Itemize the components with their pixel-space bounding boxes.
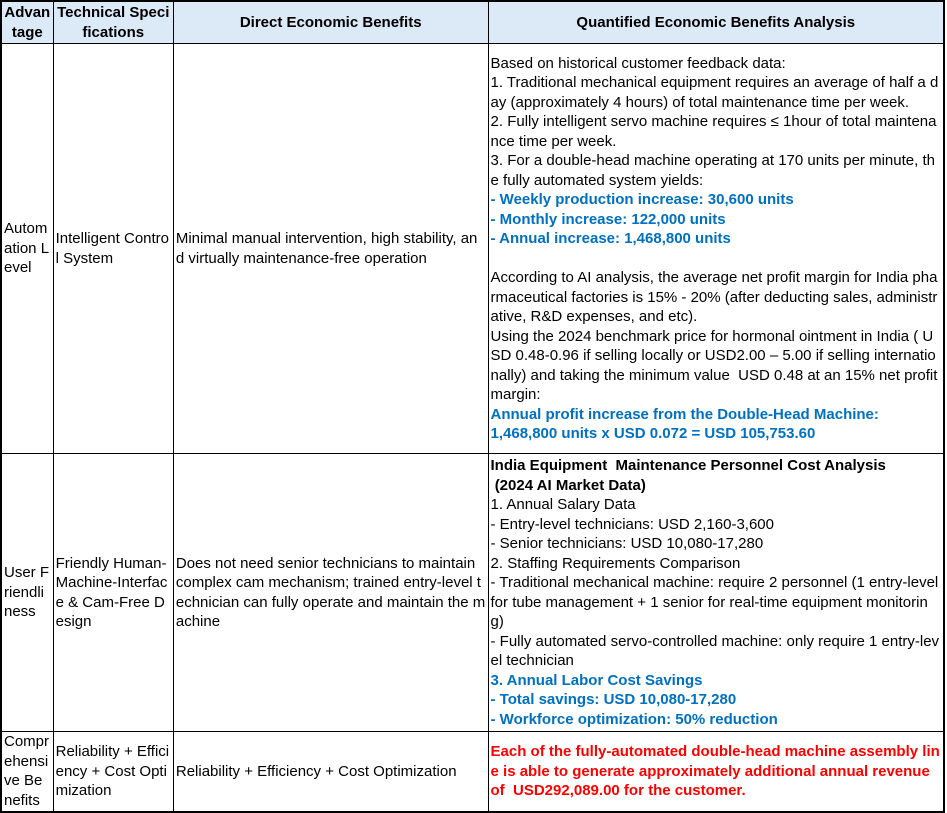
analysis-line: According to AI analysis, the average net profit margin for India pharmaceutical factories is 15% - 20% (after deducting sales, administrative, R&D expenses, and etc). <box>490 269 938 325</box>
analysis-line: (2024 AI Market Data) <box>490 476 646 494</box>
column-header-technical-specifications: Technical Specifications <box>53 1 173 44</box>
cell-direct-benefits: Reliability + Efficiency + Cost Optimization <box>173 732 488 812</box>
cell-advantage: Automation Level <box>1 44 53 454</box>
analysis-line <box>491 249 941 269</box>
analysis-line: - Workforce optimization: 50% reduction <box>490 710 778 728</box>
table-header <box>1 1 944 44</box>
cell-direct-benefits: Does not need senior technicians to maintain complex cam mechanism; trained entry-level technician can fully operate and maintain the machine <box>173 454 488 732</box>
cell-advantage: Comprehensive Benefits <box>1 732 53 812</box>
analysis-line: 2. Staffing Requirements Comparison <box>490 554 741 572</box>
analysis-line: 1. Annual Salary Data <box>490 496 636 513</box>
analysis-line: Based on historical customer feedback data: <box>490 54 786 72</box>
analysis-line: - Annual increase: 1,468,800 units <box>490 230 731 247</box>
analysis-line: 1. Traditional mechanical equipment requires an average of half a day (approximately 4 hours) of total maintenance time per week. <box>490 74 939 111</box>
analysis-line: - Entry-level technicians: USD 2,160-3,600 <box>490 515 774 533</box>
analysis-line: India Equipment Maintenance Personnel Cost Analysis <box>490 457 886 474</box>
cell-quantified-analysis <box>488 454 944 732</box>
analysis-line: 2. Fully intelligent servo machine requires ≤ 1hour of total maintenance time per week. <box>490 113 937 150</box>
column-header-direct-economic-benefits: Direct Economic Benefits <box>173 1 488 44</box>
analysis-line: - Fully automated servo-controlled machine: only require 1 entry-level technician <box>490 632 940 669</box>
cell-technical-specification: Friendly Human-Machine-Interface & Cam-Free Design <box>53 454 173 732</box>
analysis-line: - Traditional mechanical machine: require 2 personnel (1 entry-level for tube management + 1 senior for real-time equipment monitoring) <box>490 574 943 630</box>
analysis-line: 1,468,800 units x USD 0.072 = USD 105,753.60 <box>490 425 816 442</box>
cell-quantified-analysis <box>488 732 944 812</box>
analysis-line: - Monthly increase: 122,000 units <box>490 210 726 228</box>
analysis-line: 3. Annual Labor Cost Savings <box>490 671 703 689</box>
table-row-automation-level <box>1 44 944 454</box>
cell-direct-benefits: Minimal manual intervention, high stability, and virtually maintenance-free operation <box>173 44 488 454</box>
table-row-comprehensive-benefits <box>1 732 944 812</box>
analysis-line: - Weekly production increase: 30,600 units <box>490 191 794 208</box>
table-body <box>1 44 944 812</box>
table-row-user-friendliness <box>1 454 944 732</box>
analysis-line: Each of the fully-automated double-head machine assembly line is able to generate approximately additional annual revenue of USD292,089.00 for the customer. <box>490 743 940 799</box>
cell-quantified-analysis <box>488 44 944 454</box>
analysis-line: - Senior technicians: USD 10,080-17,280 <box>490 535 764 552</box>
header-row <box>1 1 944 44</box>
column-header-quantified-analysis: Quantified Economic Benefits Analysis <box>488 1 944 44</box>
column-header-advantage: Advantage <box>1 1 53 44</box>
cell-technical-specification: Reliability + Efficiency + Cost Optimization <box>53 732 173 812</box>
cell-advantage: User Friendliness <box>1 454 53 732</box>
analysis-line: - Total savings: USD 10,080-17,280 <box>490 691 737 708</box>
cell-technical-specification: Intelligent Control System <box>53 44 173 454</box>
analysis-line: Annual profit increase from the Double-Head Machine: <box>490 405 879 423</box>
analysis-line: Using the 2024 benchmark price for hormonal ointment in India ( USD 0.48-0.96 if selling locally or USD2.00 – 5.00 if selling internationally) and taking the minimum value USD 0.48 at an 15% net profit margin: <box>490 327 942 403</box>
analysis-line: 3. For a double-head machine operating at 170 units per minute, the fully automated system yields: <box>490 152 935 189</box>
